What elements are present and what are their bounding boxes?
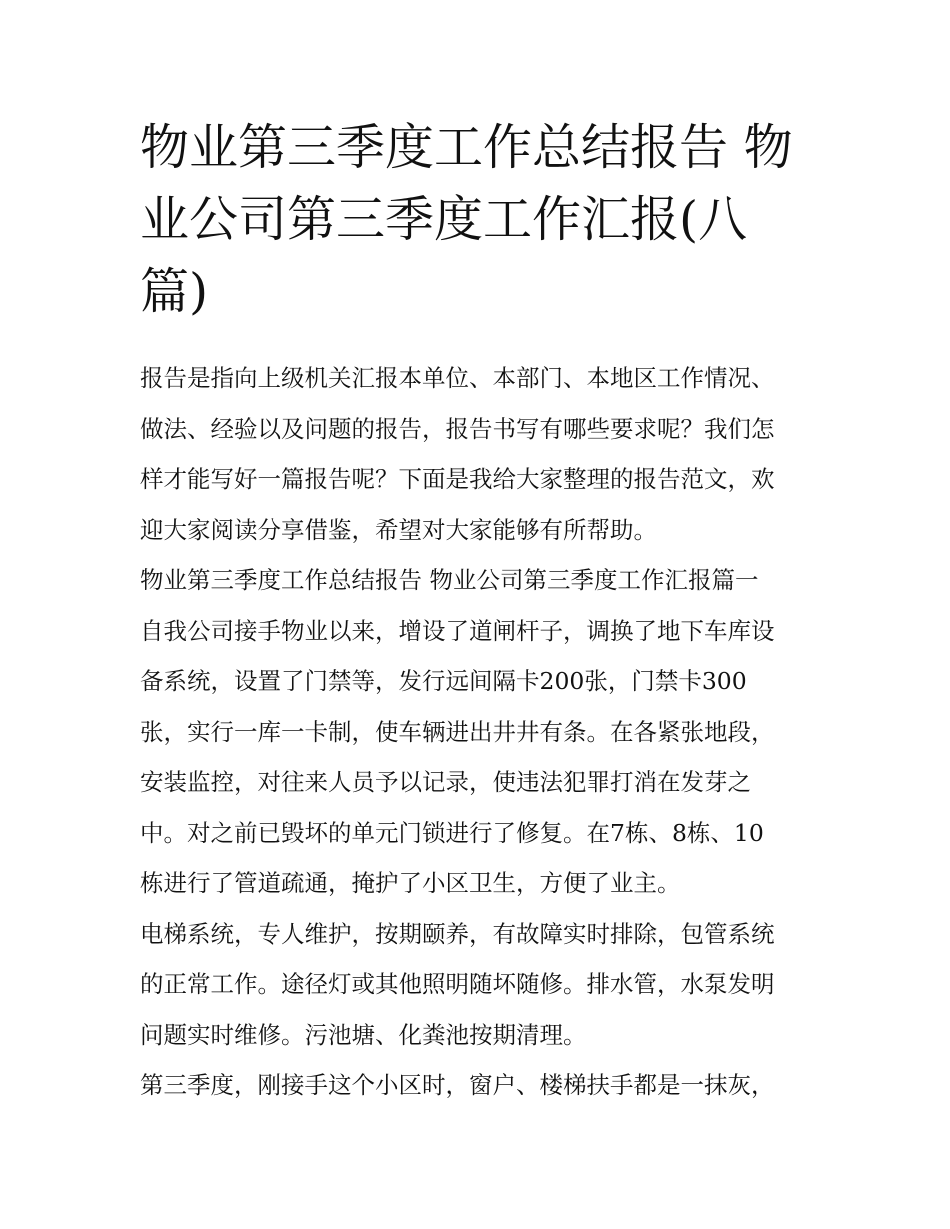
- section-heading-line: 物业第三季度工作总结报告 物业公司第三季度工作汇报篇一: [140, 566, 759, 594]
- body-line-12: 电梯系统，专人维护，按期颐养，有故障实时排除，包管系统: [140, 919, 775, 948]
- title-line-1: 物业第三季度工作总结报告 物: [140, 119, 793, 176]
- body-line-8: 张，实行一库一卡制，使车辆进出井井有条。在各紧张地段，: [140, 717, 775, 746]
- body-line-10: 中。对之前已毁坏的单元门锁进行了修复。在7栋、8栋、10: [140, 818, 764, 847]
- body-line-2: 做法、经验以及问题的报告，报告书写有哪些要求呢？我们怎: [140, 414, 775, 443]
- body-line-11: 栋进行了管道疏通，掩护了小区卫生，方便了业主。: [140, 869, 681, 897]
- document-title: [140, 112, 820, 328]
- body-line-13: 的正常工作。途径灯或其他照明随坏随修。排水管，水泵发明: [140, 970, 775, 998]
- body-line-6: 自我公司接手物业以来，增设了道闸杆子，调换了地下车库设: [140, 616, 775, 645]
- body-line-4: 迎大家阅读分享借鉴，希望对大家能够有所帮助。: [140, 515, 657, 544]
- body-line-7: 备系统，设置了门禁等，发行远间隔卡200张，门禁卡300: [140, 667, 747, 695]
- body-line-3: 样才能写好一篇报告呢？下面是我给大家整理的报告范文，欢: [140, 465, 775, 493]
- body-line-15: 第三季度，刚接手这个小区时，窗户、楼梯扶手都是一抹灰，: [140, 1071, 775, 1099]
- body-line-14: 问题实时维修。污池塘、化粪池按期清理。: [140, 1020, 587, 1049]
- document-body: [140, 353, 820, 1111]
- body-line-1: 报告是指向上级机关汇报本单位、本部门、本地区工作情况、: [140, 364, 775, 392]
- body-line-9: 安装监控，对往来人员予以记录，使违法犯罪打消在发芽之: [140, 768, 751, 796]
- title-line-2: 业公司第三季度工作汇报(八: [140, 191, 748, 248]
- title-line-3: 篇): [140, 263, 209, 320]
